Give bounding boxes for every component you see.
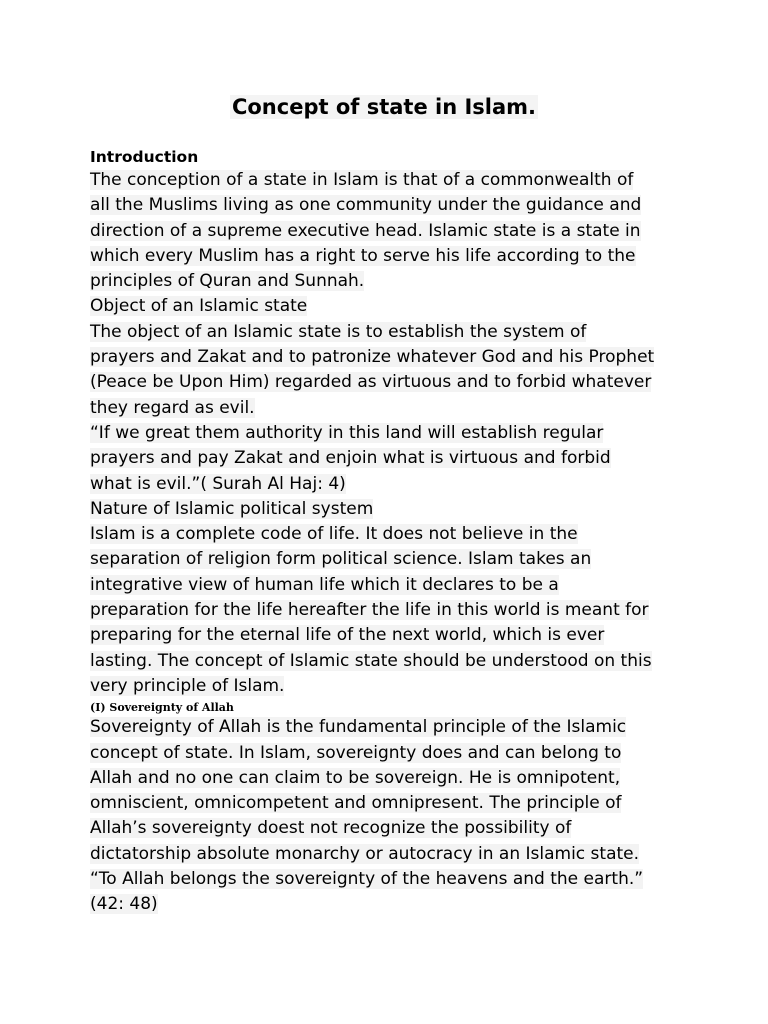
- text-line: lasting. The concept of Islamic state should be understood on this: [90, 650, 652, 671]
- text-line: very principle of Islam.: [90, 675, 285, 696]
- text-line: The object of an Islamic state is to establish the system of: [90, 321, 587, 342]
- text-line: integrative view of human life which it declares to be a: [90, 574, 559, 595]
- text-line: Islam is a complete code of life. It does not believe in the: [90, 524, 578, 545]
- text-line: principles of Quran and Sunnah.: [90, 271, 365, 292]
- sovereignty-heading: (I) Sovereignty of Allah: [90, 701, 234, 715]
- quote-line: “If we great them authority in this land will establish regular: [90, 422, 604, 443]
- text-line: Allah’s sovereignty doest not recognize the possibility of: [90, 818, 572, 839]
- text-line: they regard as evil.: [90, 397, 255, 418]
- nature-heading: Nature of Islamic political system: [90, 498, 374, 519]
- text-line: which every Muslim has a right to serve his life according to the: [90, 245, 636, 266]
- text-line: dictatorship absolute monarchy or autocracy in an Islamic state.: [90, 843, 640, 864]
- text-line: all the Muslims living as one community under the guidance and: [90, 195, 642, 216]
- text-line: direction of a supreme executive head. Islamic state is a state in: [90, 220, 641, 241]
- quote-line: “To Allah belongs the sovereignty of the heavens and the earth.”: [90, 869, 644, 890]
- quote-line: (42: 48): [90, 894, 158, 915]
- quote-line: what is evil.”( Surah Al Haj: 4): [90, 473, 346, 494]
- text-line: (Peace be Upon Him) regarded as virtuous and to forbid whatever: [90, 372, 652, 393]
- text-line: Sovereignty of Allah is the fundamental principle of the Islamic: [90, 717, 627, 738]
- introduction-heading: Introduction: [90, 148, 199, 166]
- object-heading: Object of an Islamic state: [90, 296, 308, 317]
- text-line: The conception of a state in Islam is that of a commonwealth of: [90, 170, 634, 190]
- document-body: [90, 146, 690, 918]
- text-line: Allah and no one can claim to be sovereign. He is omnipotent,: [90, 767, 621, 788]
- document-title: Concept of state in Islam.: [231, 95, 537, 119]
- text-line: concept of state. In Islam, sovereignty does and can belong to: [90, 742, 622, 763]
- text-line: separation of religion form political science. Islam takes an: [90, 549, 592, 570]
- text-line: prayers and Zakat and to patronize whatever God and his Prophet: [90, 347, 655, 368]
- text-line: preparing for the eternal life of the next world, which is ever: [90, 625, 605, 646]
- quote-line: prayers and pay Zakat and enjoin what is virtuous and forbid: [90, 448, 611, 469]
- text-line: preparation for the life hereafter the life in this world is meant for: [90, 600, 649, 621]
- text-line: omniscient, omnicompetent and omnipresent. The principle of: [90, 793, 622, 814]
